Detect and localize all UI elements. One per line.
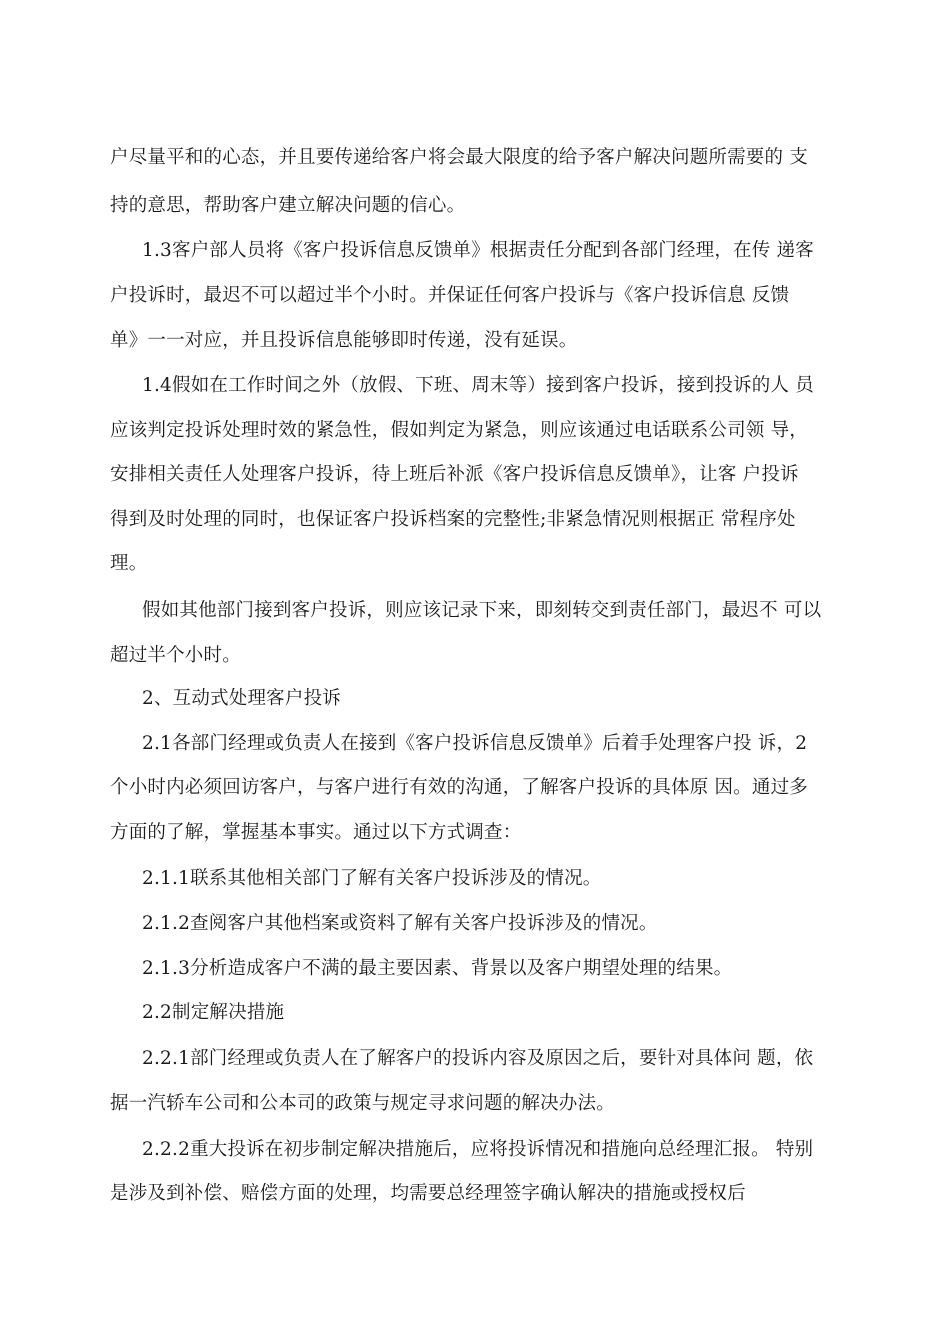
body-text-line: 安排相关责任人处理客户投诉，待上班后补派《客户投诉信息反馈单》，让客 户投诉 bbox=[110, 464, 799, 485]
item-2-2-2: 2.2.2重大投诉在初步制定解决措施后，应将投诉情况和措施向总经理汇报。 特别 bbox=[142, 1139, 814, 1160]
item-2-1-3: 2.1.3分析造成客户不满的最主要因素、背景以及客户期望处理的结果。 bbox=[142, 958, 733, 979]
paragraph-1-3-line: 1.3客户部人员将《客户投诉信息反馈单》根据责任分配到各部门经理，在传 递客 bbox=[142, 240, 814, 261]
body-text-line: 持的意思，帮助客户建立解决问题的信心。 bbox=[110, 195, 466, 216]
paragraph-1-4-line: 1.4假如在工作时间之外（放假、下班、周末等）接到客户投诉，接到投诉的人 员 bbox=[142, 375, 814, 396]
item-2-2-1: 2.2.1部门经理或负责人在了解客户的投诉内容及原因之后，要针对具体问 题，依 bbox=[142, 1048, 814, 1069]
section-2-2-heading: 2.2制定解决措施 bbox=[142, 1002, 285, 1023]
paragraph-other-dept-line: 假如其他部门接到客户投诉，则应该记录下来，即刻转交到责任部门，最迟不 可以 bbox=[142, 600, 822, 621]
item-2-1-2: 2.1.2查阅客户其他档案或资料了解有关客户投诉涉及的情况。 bbox=[142, 913, 658, 934]
body-text-line: 据一汽轿车公司和公本司的政策与规定寻求问题的解决办法。 bbox=[110, 1093, 615, 1114]
item-2-1-1: 2.1.1联系其他相关部门了解有关客户投诉涉及的情况。 bbox=[142, 868, 602, 889]
body-text-line: 应该判定投诉处理时效的紧急性，假如判定为紧急，则应该通过电话联系公司领 导， bbox=[110, 420, 808, 441]
paragraph-2-1-line: 2.1各部门经理或负责人在接到《客户投诉信息反馈单》后着手处理客户投 诉，2 bbox=[142, 733, 808, 754]
body-text-line: 理。 bbox=[110, 553, 148, 574]
body-text-line: 户尽量平和的心态，并且要传递给客户将会最大限度的给予客户解决问题所需要的 支 bbox=[110, 147, 808, 168]
body-text-line: 是涉及到补偿、赔偿方面的处理，均需要总经理签字确认解决的措施或授权后 bbox=[110, 1183, 746, 1204]
body-text-line: 个小时内必须回访客户，与客户进行有效的沟通，了解客户投诉的具体原 因。通过多 bbox=[110, 777, 808, 798]
body-text-line: 单》一一对应，并且投诉信息能够即时传递，没有延误。 bbox=[110, 330, 578, 351]
body-text-line: 方面的了解，掌握基本事实。通过以下方式调查： bbox=[110, 822, 522, 843]
body-text-line: 超过半个小时。 bbox=[110, 645, 241, 666]
body-text-line: 得到及时处理的同时，也保证客户投诉档案的完整性;非紧急情况则根据正 常程序处 bbox=[110, 509, 796, 530]
body-text-line: 户投诉时，最迟不可以超过半个小时。并保证任何客户投诉与《客户投诉信息 反馈 bbox=[110, 285, 790, 306]
section-2-heading: 2、互动式处理客户投诉 bbox=[142, 688, 341, 709]
